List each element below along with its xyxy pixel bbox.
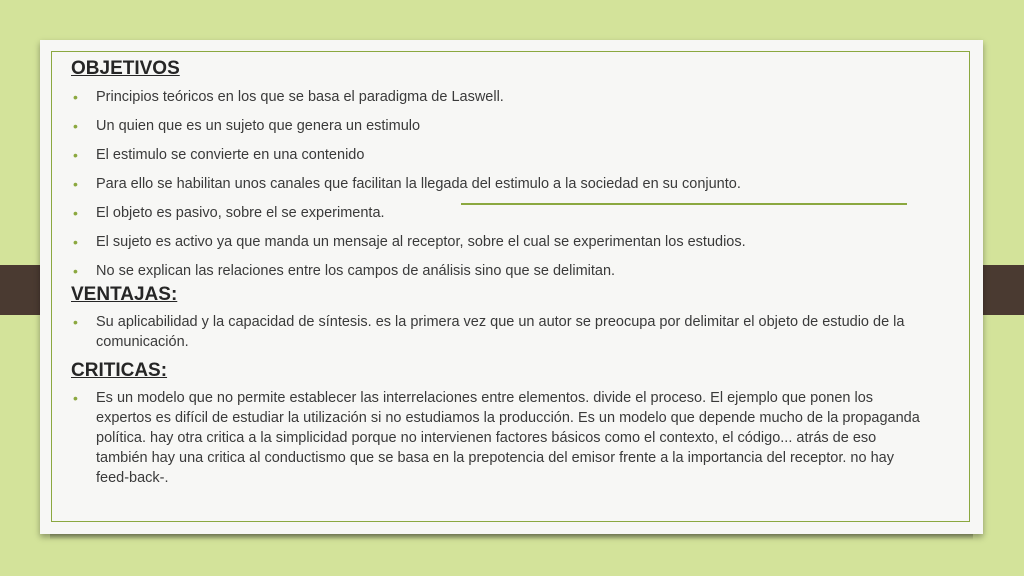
bullet-icon: • [73,205,78,221]
heading-objetivos: OBJETIVOS [71,58,180,79]
heading-criticas: CRITICAS: [71,360,168,381]
list-item: • Es un modelo que no permite establecer las interrelaciones entre elementos. divide el proceso. El ejemplo que ponen los expertos es difícil de estudiar la utilización si no estudiamos la producción. Es un modelo que depende mucho de la propaganda política. hay otra critica a la simplicidad porque no intervienen factores básicos como el contexto, el código... atrás de eso también hay una critica al conductismo que se basa en la prepotencia del emisor frente a la importancia del receptor. no hay feed-back-. [73,390,920,486]
bullet-icon: • [73,89,78,105]
list-item: • Su aplicabilidad y la capacidad de síntesis. es la primera vez que un autor se preocupa por delimitar el objeto de estudio de la comunicación. [73,314,905,350]
bullet-icon: • [73,147,78,163]
list-criticas [71,388,931,488]
bullet-icon: • [73,234,78,250]
list-item: • El estimulo se convierte en una contenido [73,147,365,163]
list-item: • El sujeto es activo ya que manda un mensaje al receptor, sobre el cual se experimentan los estudios. [73,234,746,250]
slide-content [71,57,931,488]
list-item: • El objeto es pasivo, sobre el se experimenta. [73,205,385,221]
bullet-icon: • [73,176,78,192]
bullet-icon: • [73,314,78,330]
list-objetivos [71,87,931,281]
bullet-icon: • [73,118,78,134]
list-ventajas [71,312,931,352]
heading-ventajas: VENTAJAS: [71,284,178,305]
left-decorative-bar [0,265,43,315]
list-item: • No se explican las relaciones entre los campos de análisis sino que se delimitan. [73,263,616,279]
list-item: • Un quien que es un sujeto que genera un estimulo [73,118,421,134]
bullet-icon: • [73,263,78,279]
card-shadow [50,534,973,540]
bullet-icon: • [73,390,78,406]
list-item: • Para ello se habilitan unos canales que facilitan la llegada del estimulo a la sociedad en su conjunto. [73,176,741,192]
list-item: • Principios teóricos en los que se basa el paradigma de Laswell. [73,89,504,105]
